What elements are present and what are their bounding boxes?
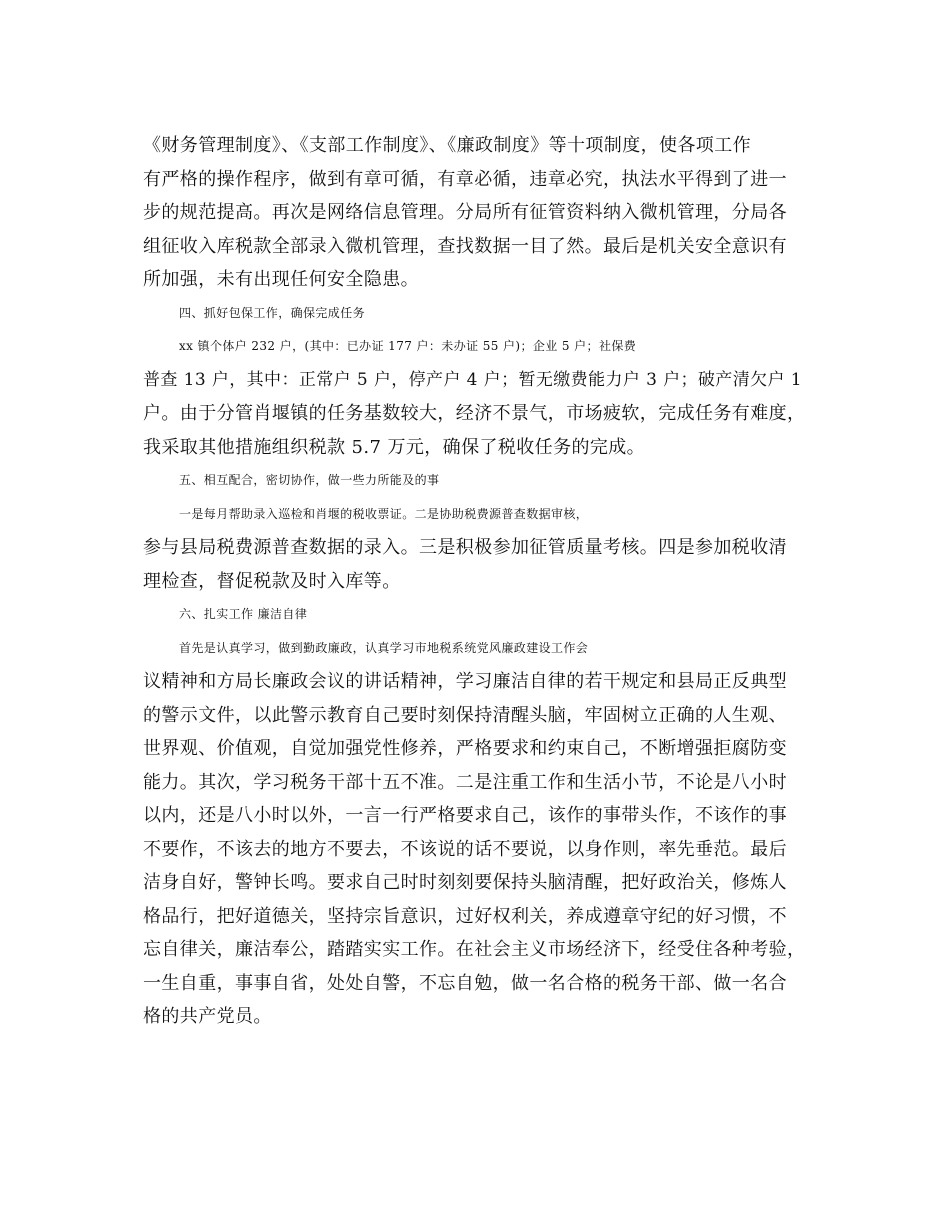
text-line: 的警示文件，以此警示教育自己要时刻保持清醒头脑，牢固树立正确的人生观、 <box>143 704 787 726</box>
text-line: 一生自重，事事自省，处处自警，不忘自勉，做一名合格的税务干部、做一名合 <box>143 972 787 994</box>
text-line: 不要作，不该去的地方不要去，不该说的话不要说，以身作则，率先垂范。最后 <box>143 838 787 860</box>
text-line: 所加强，未有出现任何安全隐患。 <box>143 269 419 290</box>
paragraph-first-line: 四、抓好包保工作，确保完成任务 <box>179 305 366 320</box>
text-line: 步的规范提高。再次是网络信息管理。分局所有征管资料纳入微机管理，分局各 <box>143 202 787 223</box>
paragraph-first-line: 一是每月帮助录入巡检和肖堰的税收票证。二是协助税费源普查数据审核， <box>179 506 589 521</box>
text-line: 议精神和方局长廉政会议的讲话精神，学习廉洁自律的若干规定和县局正反典型 <box>143 671 787 692</box>
text-line: 组征收入库税款全部录入微机管理，查找数据一目了然。最后是机关安全意识有 <box>143 235 787 257</box>
text-line: 理检查，督促税款及时入库等。 <box>143 570 401 592</box>
text-line: 格品行，把好道德关，坚持宗旨意识，过好权利关，养成遵章守纪的好习惯，不 <box>143 905 787 927</box>
text-line: 户。由于分管肖堰镇的任务基数较大，经济不景气，市场疲软，完成任务有难度， <box>143 403 806 424</box>
text-line: 有严格的操作程序，做到有章可循，有章必循，违章必究，执法水平得到了进一 <box>143 168 787 190</box>
paragraph-first-line: 六、扎实工作 廉洁自律 <box>179 607 308 621</box>
document-body <box>143 129 805 1034</box>
paragraph-first-line: 首先是认真学习，做到勤政廉政，认真学习市地税系统党风廉政建设工作会 <box>179 640 589 655</box>
text-line: 参与县局税费源普查数据的录入。三是积极参加征管质量考核。四是参加税收清 <box>143 537 787 558</box>
text-line: 我采取其他措施组织税款 5.7 万元，确保了税收任务的完成。 <box>143 436 646 458</box>
text-line: 忘自律关，廉洁奉公，踏踏实实工作。在社会主义市场经济下，经受住各种考验， <box>143 939 806 960</box>
paragraph-first-line: xx 镇个体户 232 户，(其中：已办证 177 户：未办证 55 户)；企业 5 户；社保费 <box>179 339 637 353</box>
text-line: 世界观、价值观，自觉加强党性修养，严格要求和约束自己，不断增强拒腐防变 <box>143 738 787 759</box>
text-line: 以内，还是八小时以外，一言一行严格要求自己，该作的事带头作，不该作的事 <box>143 805 787 826</box>
text-line: 洁身自好，警钟长鸣。要求自己时时刻刻要保持头脑清醒，把好政治关，修炼人 <box>143 872 787 893</box>
text-line: 《财务管理制度》、《支部工作制度》、《廉政制度》等十项制度，使各项工作 <box>143 135 751 156</box>
text-line: 普查 13 户，其中：正常户 5 户，停产户 4 户；暂无缴费能力户 3 户；破产清欠户 1 <box>143 369 802 390</box>
paragraph-first-line: 五、相互配合，密切协作，做一些力所能及的事 <box>179 473 440 487</box>
text-line: 能力。其次，学习税务干部十五不准。二是注重工作和生活小节，不论是八小时 <box>143 771 787 793</box>
text-line: 格的共产党员。 <box>143 1006 272 1027</box>
